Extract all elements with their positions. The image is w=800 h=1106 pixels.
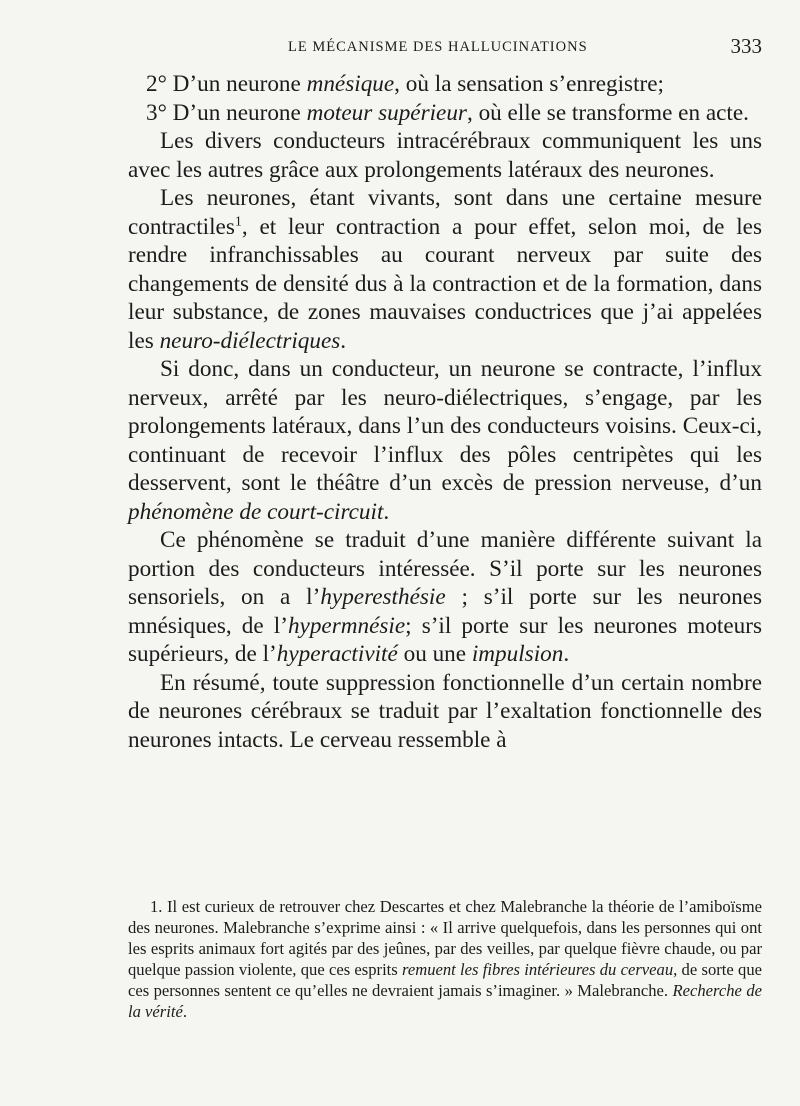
text-run: , de sorte que ces personnes sentent ce qu’elles ne devraient jamais s’imaginer. » Malebranche. xyxy=(128,960,762,1000)
text-run: . xyxy=(182,1002,187,1021)
text-run: Les divers conducteurs intracérébraux communiquent les uns avec les autres grâce aux prolongements latéraux des neurones. xyxy=(128,128,762,183)
italic-term: neuro-diélectriques xyxy=(159,327,341,354)
text-run: . xyxy=(563,641,570,667)
italic-term: hypermnésie xyxy=(287,612,406,639)
italic-term: mnésique xyxy=(306,71,395,97)
text-run: , où elle se transforme en acte. xyxy=(466,99,749,126)
italic-term: impulsion xyxy=(471,641,564,667)
italic-term: phénomène de court-circuit xyxy=(128,498,384,525)
text-run: , où la sensation s’enregistre; xyxy=(394,71,664,97)
text-run: ; s’il porte sur les neurones moteurs supérieurs, de l’ xyxy=(128,612,762,667)
paragraph xyxy=(128,99,762,128)
text-run: 2° D’un neurone xyxy=(146,71,307,97)
text-run: . xyxy=(383,498,390,525)
paragraph xyxy=(128,127,762,184)
text-run: En résumé, toute suppression fonctionnelle d’un certain nombre de neurones cérébraux se traduit par l’exaltation fonctionnelle des neurones intacts. Le cerveau ressemble à xyxy=(128,669,762,753)
footnote-marker: 1 xyxy=(234,213,242,229)
paragraph xyxy=(128,669,762,755)
page-number: 333 xyxy=(730,34,762,58)
text-run: Les neurones, étant vivants, sont dans une certaine mesure contractiles xyxy=(128,185,762,240)
text-run: . xyxy=(340,327,347,354)
footnote xyxy=(128,896,762,1022)
text-run: 3° D’un neurone xyxy=(146,99,307,126)
italic-term: Recherche de la vérité xyxy=(128,981,762,1021)
text-run: 1. Il est curieux de retrouver chez Descartes et chez Malebranche la théorie de l’amiboïsme des neurones. Malebranche s’exprime ainsi : « Il arrive quelquefois, dans les personnes qui ont les esprits animaux fort agités par des jeûnes, par des veilles, par quelque fièvre chaude, ou par quelque passion violente, que ces esprits xyxy=(128,897,762,979)
text-run: ou une xyxy=(397,641,472,667)
italic-term: remuent les fibres intérieures du cerveau xyxy=(402,960,674,979)
text-run: ; s’il porte sur les neurones mnésiques, de l’ xyxy=(128,584,763,639)
running-head xyxy=(128,34,762,62)
text-run: Si donc, dans un conducteur, un neurone se contracte, l’influx nerveux, arrêté par les neuro-diélectriques, s’engage, par les prolongements latéraux, dans l’un des conducteurs voisins. Ceux-ci, continuant de recevoir l’influx des pôles centripètes qui les desservent, sont le théâtre d’un excès de pression nerveuse, d’un xyxy=(128,356,762,496)
italic-term: hyperesthésie xyxy=(320,584,446,610)
paragraph xyxy=(128,526,762,669)
paragraph xyxy=(128,355,762,526)
text-run: , et leur contraction a pour effet, selon moi, de les rendre infranchissables au courant nerveux par suite des changements de densité dus à la contraction et de la formation, dans leur substance, de zones mauvaises conductrices que j’ai appelées les xyxy=(128,213,762,354)
paragraph xyxy=(128,184,762,355)
italic-term: hyperactivité xyxy=(276,641,398,667)
italic-term: moteur supérieur xyxy=(306,99,467,126)
text-run: Ce phénomène se traduit d’une manière différente suivant la portion des conducteurs intéressée. S’il porte sur les neurones sensoriels, on a l’ xyxy=(128,527,762,610)
body-text xyxy=(128,70,762,754)
paragraph xyxy=(128,70,762,99)
running-title: LE MÉCANISME DES HALLUCINATIONS xyxy=(288,39,588,55)
